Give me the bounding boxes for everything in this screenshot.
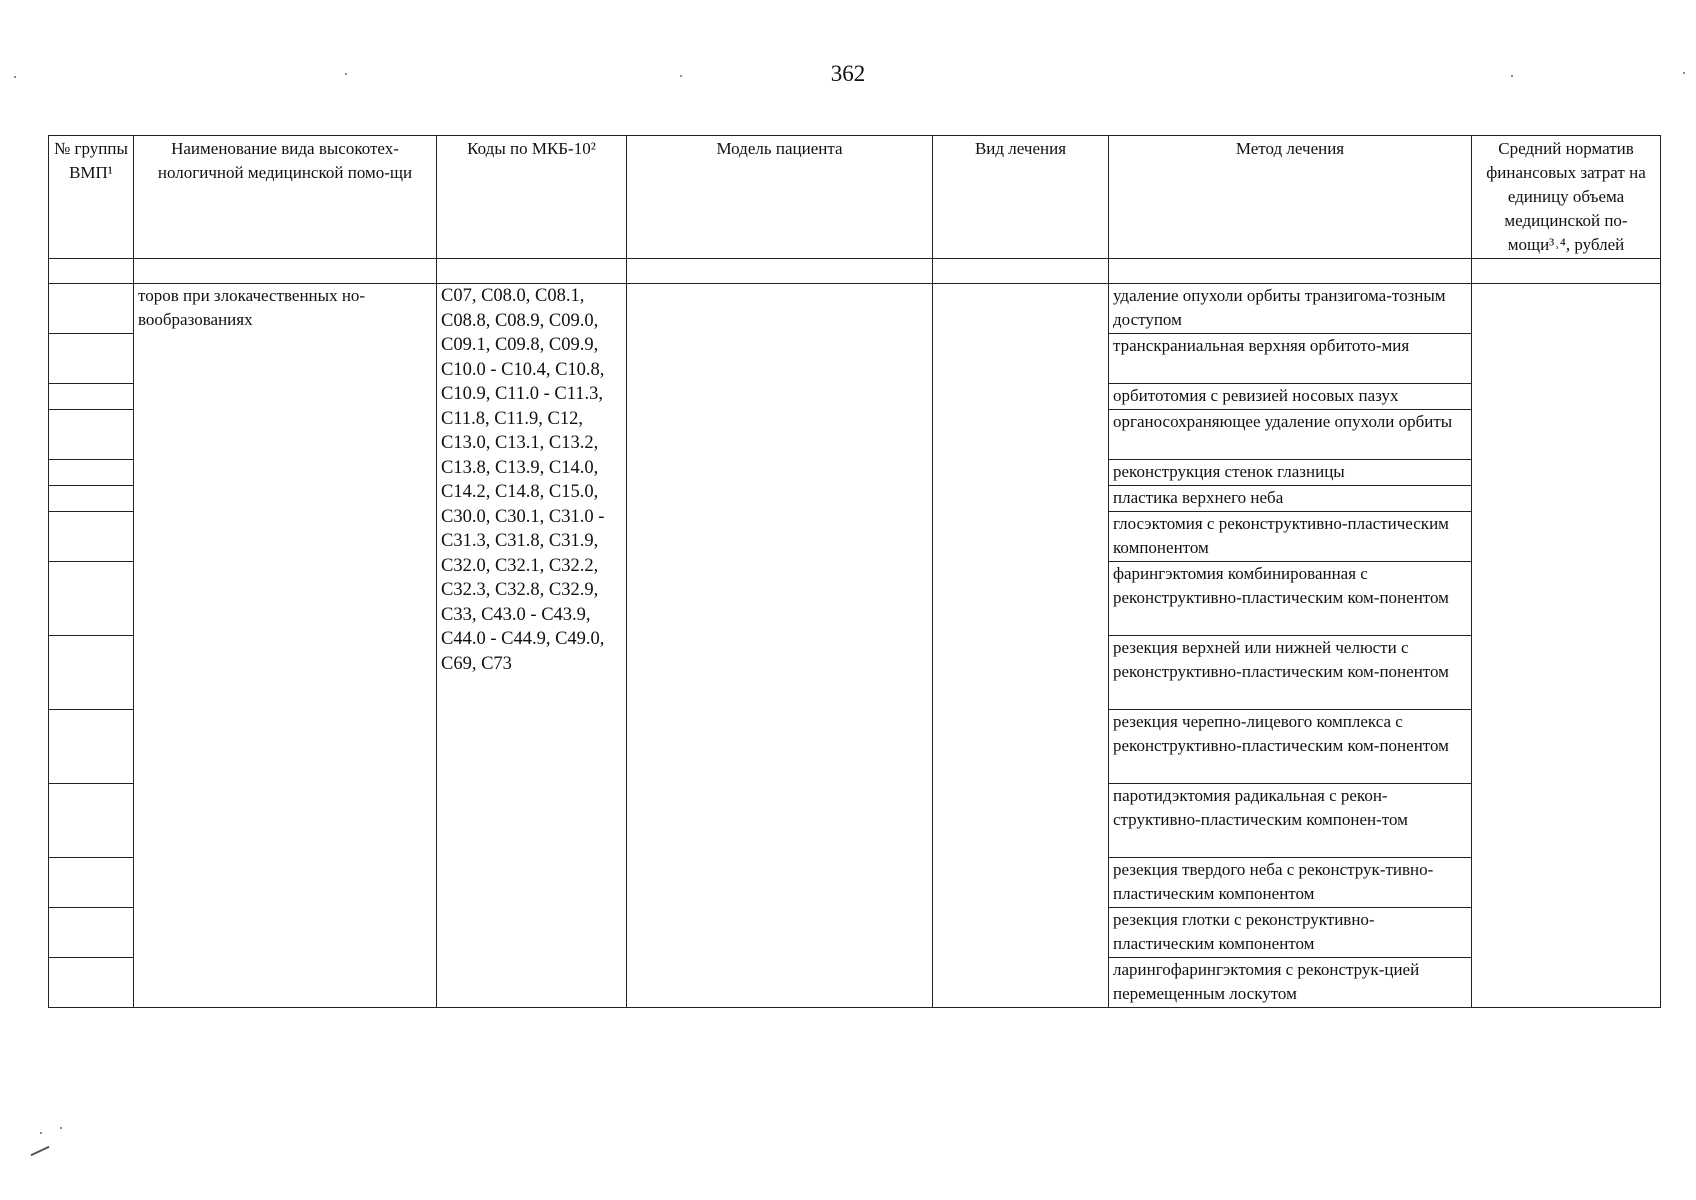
scan-speck bbox=[60, 1127, 62, 1129]
group-number-cell bbox=[49, 858, 134, 908]
scan-speck bbox=[14, 76, 16, 78]
treatment-method-cell: реконструкция стенок глазницы bbox=[1109, 460, 1472, 486]
pen-mark bbox=[31, 1146, 50, 1156]
treatment-method-cell: резекция черепно-лицевого комплекса с реконструктивно-пластическим ком-понентом bbox=[1109, 710, 1472, 784]
group-number-cell bbox=[49, 784, 134, 858]
treatment-method-cell: ларингофарингэктомия с реконструк-цией перемещенным лоскутом bbox=[1109, 958, 1472, 1008]
group-number-cell bbox=[49, 334, 134, 384]
group-number-cell bbox=[49, 710, 134, 784]
scan-speck bbox=[1511, 75, 1513, 77]
treatment-method-cell: транскраниальная верхняя орбитото-мия bbox=[1109, 334, 1472, 384]
table-spacer-row bbox=[49, 259, 1661, 284]
header-icd-codes: Коды по МКБ-10² bbox=[437, 136, 627, 259]
treatment-method-cell: орбитотомия с ревизией носовых пазух bbox=[1109, 384, 1472, 410]
treatment-method-cell: фарингэктомия комбинированная с реконструктивно-пластическим ком-понентом bbox=[1109, 562, 1472, 636]
treatment-method-cell: паротидэктомия радикальная с рекон-структивно-пластическим компонен-том bbox=[1109, 784, 1472, 858]
treatment-method-cell: глосэктомия с реконструктивно-пластическим компонентом bbox=[1109, 512, 1472, 562]
group-number-cell bbox=[49, 384, 134, 410]
header-patient-model: Модель пациента bbox=[627, 136, 933, 259]
vmp-table bbox=[48, 135, 1661, 1008]
header-treatment-type: Вид лечения bbox=[933, 136, 1109, 259]
header-cost-standard: Средний норматив финансовых затрат на единицу объема медицинской по-мощи³˒⁴, рублей bbox=[1472, 136, 1661, 259]
group-number-cell bbox=[49, 636, 134, 710]
treatment-method-cell: удаление опухоли орбиты транзигома-тозным доступом bbox=[1109, 284, 1472, 334]
group-number-cell bbox=[49, 486, 134, 512]
scan-speck bbox=[40, 1132, 42, 1134]
treatment-type-cell bbox=[933, 284, 1109, 1008]
patient-model-cell bbox=[627, 284, 933, 1008]
cost-cell bbox=[1472, 284, 1661, 1008]
table-row bbox=[49, 284, 1661, 334]
table-header-row bbox=[49, 136, 1661, 259]
group-number-cell bbox=[49, 562, 134, 636]
page-number: 362 bbox=[830, 61, 866, 86]
treatment-method-cell: резекция верхней или нижней челюсти с реконструктивно-пластическим ком-понентом bbox=[1109, 636, 1472, 710]
treatment-method-cell: пластика верхнего неба bbox=[1109, 486, 1472, 512]
header-group-number: № группы ВМП¹ bbox=[49, 136, 134, 259]
group-number-cell bbox=[49, 410, 134, 460]
care-type-name-cell: торов при злокачественных но-вообразованиях bbox=[134, 284, 437, 1008]
treatment-method-cell: органосохраняющее удаление опухоли орбиты bbox=[1109, 410, 1472, 460]
group-number-cell bbox=[49, 908, 134, 958]
scan-speck bbox=[345, 73, 347, 75]
scan-speck bbox=[680, 75, 682, 77]
treatment-method-cell: резекция глотки с реконструктивно-пластическим компонентом bbox=[1109, 908, 1472, 958]
header-treatment-method: Метод лечения bbox=[1109, 136, 1472, 259]
treatment-method-cell: резекция твердого неба с реконструк-тивно-пластическим компонентом bbox=[1109, 858, 1472, 908]
scan-speck bbox=[1683, 72, 1685, 74]
group-number-cell bbox=[49, 284, 134, 334]
group-number-cell bbox=[49, 512, 134, 562]
group-number-cell bbox=[49, 460, 134, 486]
icd-codes-cell: C07, C08.0, C08.1, C08.8, C08.9, C09.0, C09.1, C09.8, C09.9, C10.0 - C10.4, C10.8, C10.9, C11.0 - C11.3, C11.8, C11.9, C12, C13.0, C13.1, C13.2, C13.8, C13.9, C14.0, C14.2, C14.8, C15.0, C30.0, C30.1, C31.0 - C31.3, C31.8, C31.9, C32.0, C32.1, C32.2, C32.3, C32.8, C32.9, C33, C43.0 - C43.9, C44.0 - C44.9, C49.0, C69, C73 bbox=[437, 284, 627, 1008]
group-number-cell bbox=[49, 958, 134, 1008]
header-care-type-name: Наименование вида высокотех-нологичной медицинской помо-щи bbox=[134, 136, 437, 259]
